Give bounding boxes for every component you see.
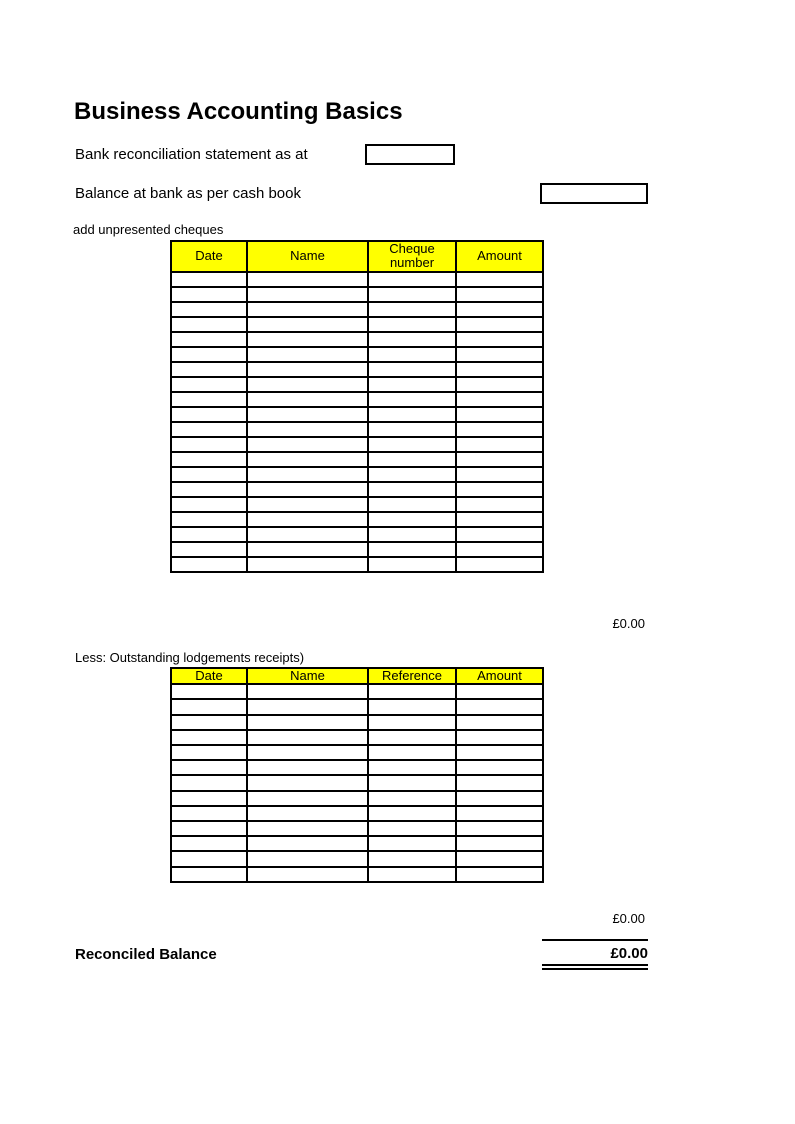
table-cell[interactable] <box>171 437 247 452</box>
table-cell[interactable] <box>368 422 456 437</box>
table-row <box>171 302 543 317</box>
column-header-name: Name <box>247 668 368 684</box>
table-row <box>171 527 543 542</box>
statement-date-label: Bank reconciliation statement as at <box>75 146 308 163</box>
table-cell[interactable] <box>456 760 543 775</box>
table-cell[interactable] <box>456 302 543 317</box>
table-cell[interactable] <box>368 392 456 407</box>
table-cell[interactable] <box>171 452 247 467</box>
table-cell[interactable] <box>368 699 456 714</box>
table-cell[interactable] <box>247 287 368 302</box>
table-cell[interactable] <box>247 557 368 572</box>
table-cell[interactable] <box>456 347 543 362</box>
total-rule <box>542 939 648 941</box>
table-cell[interactable] <box>456 287 543 302</box>
cash-book-balance-field[interactable] <box>540 183 648 204</box>
outstanding-lodgements-section-label: Less: Outstanding lodgements receipts) <box>75 650 305 665</box>
table-cell[interactable] <box>247 715 368 730</box>
table-cell[interactable] <box>368 745 456 760</box>
table-row <box>171 775 543 790</box>
table-cell[interactable] <box>456 497 543 512</box>
table-cell[interactable] <box>247 699 368 714</box>
table-cell[interactable] <box>368 332 456 347</box>
table-cell[interactable] <box>368 302 456 317</box>
table-cell[interactable] <box>456 806 543 821</box>
table-cell[interactable] <box>171 287 247 302</box>
table-cell[interactable] <box>368 407 456 422</box>
table-cell[interactable] <box>171 392 247 407</box>
table-row <box>171 482 543 497</box>
unpresented-cheques-section-label: add unpresented cheques <box>73 222 224 237</box>
table-cell[interactable] <box>247 467 368 482</box>
table-cell[interactable] <box>247 684 368 699</box>
table-cell[interactable] <box>456 557 543 572</box>
table-cell[interactable] <box>368 542 456 557</box>
table-cell[interactable] <box>456 715 543 730</box>
table-cell[interactable] <box>171 791 247 806</box>
table-cell[interactable] <box>171 422 247 437</box>
reconciled-balance-value: £0.00 <box>610 945 648 962</box>
table-cell[interactable] <box>368 851 456 866</box>
table-cell[interactable] <box>368 791 456 806</box>
table-cell[interactable] <box>368 760 456 775</box>
table-row <box>171 557 543 572</box>
table-row <box>171 867 543 882</box>
table-cell[interactable] <box>368 806 456 821</box>
table-row <box>171 760 543 775</box>
table-cell[interactable] <box>171 775 247 790</box>
table-cell[interactable] <box>456 791 543 806</box>
table-cell[interactable] <box>171 806 247 821</box>
column-header-date: Date <box>171 241 247 272</box>
table-cell[interactable] <box>368 512 456 527</box>
double-underline-bottom <box>542 968 648 970</box>
table-cell[interactable] <box>247 317 368 332</box>
table-row <box>171 791 543 806</box>
table-row <box>171 512 543 527</box>
table-row <box>171 497 543 512</box>
table-cell[interactable] <box>171 302 247 317</box>
table-cell[interactable] <box>247 867 368 882</box>
table-cell[interactable] <box>171 684 247 699</box>
table-cell[interactable] <box>171 482 247 497</box>
table-cell[interactable] <box>247 452 368 467</box>
unpresented-cheques-table <box>170 240 544 573</box>
table-cell[interactable] <box>171 851 247 866</box>
table-cell[interactable] <box>456 512 543 527</box>
table-cell[interactable] <box>368 377 456 392</box>
table-cell[interactable] <box>368 730 456 745</box>
table-row <box>171 287 543 302</box>
reconciled-balance-label: Reconciled Balance <box>75 946 217 963</box>
column-header-amount: Amount <box>456 668 543 684</box>
table-row <box>171 437 543 452</box>
table-row <box>171 851 543 866</box>
table-row <box>171 715 543 730</box>
table-row <box>171 467 543 482</box>
table-cell[interactable] <box>171 377 247 392</box>
table-cell[interactable] <box>247 527 368 542</box>
table-cell[interactable] <box>247 512 368 527</box>
table-header-row <box>171 668 543 684</box>
table-cell[interactable] <box>171 497 247 512</box>
table-cell[interactable] <box>247 542 368 557</box>
table-cell[interactable] <box>247 362 368 377</box>
table-cell[interactable] <box>247 730 368 745</box>
table-cell[interactable] <box>171 467 247 482</box>
table-cell[interactable] <box>456 467 543 482</box>
table-cell[interactable] <box>171 542 247 557</box>
table-row <box>171 730 543 745</box>
double-underline-top <box>542 964 648 966</box>
table-cell[interactable] <box>368 317 456 332</box>
table-cell[interactable] <box>456 362 543 377</box>
table-cell[interactable] <box>456 851 543 866</box>
table-row <box>171 699 543 714</box>
table-cell[interactable] <box>171 272 247 287</box>
table-cell[interactable] <box>171 821 247 836</box>
column-header-name: Name <box>247 241 368 272</box>
table-cell[interactable] <box>247 347 368 362</box>
table-cell[interactable] <box>171 730 247 745</box>
table-cell[interactable] <box>456 527 543 542</box>
table-cell[interactable] <box>456 392 543 407</box>
table-row <box>171 542 543 557</box>
table-cell[interactable] <box>171 836 247 851</box>
table-cell[interactable] <box>368 452 456 467</box>
table-cell[interactable] <box>456 332 543 347</box>
table-cell[interactable] <box>171 317 247 332</box>
table-cell[interactable] <box>456 836 543 851</box>
table-cell[interactable] <box>368 272 456 287</box>
table-cell[interactable] <box>368 836 456 851</box>
table-cell[interactable] <box>247 392 368 407</box>
table-cell[interactable] <box>456 422 543 437</box>
table-row <box>171 821 543 836</box>
column-header-reference: Reference <box>368 668 456 684</box>
table-row <box>171 272 543 287</box>
table-row <box>171 392 543 407</box>
table-cell[interactable] <box>247 791 368 806</box>
outstanding-lodgements-table <box>170 667 544 883</box>
table-row <box>171 407 543 422</box>
table-cell[interactable] <box>368 684 456 699</box>
table-row <box>171 806 543 821</box>
table-cell[interactable] <box>368 437 456 452</box>
column-header-amount: Amount <box>456 241 543 272</box>
table-cell[interactable] <box>368 867 456 882</box>
table-cell[interactable] <box>456 437 543 452</box>
table-cell[interactable] <box>247 332 368 347</box>
table-cell[interactable] <box>171 557 247 572</box>
table-cell[interactable] <box>456 745 543 760</box>
table-cell[interactable] <box>368 557 456 572</box>
table-header-row <box>171 241 543 272</box>
table-cell[interactable] <box>247 745 368 760</box>
table-cell[interactable] <box>171 760 247 775</box>
table-cell[interactable] <box>247 760 368 775</box>
table-cell[interactable] <box>456 317 543 332</box>
table-cell[interactable] <box>171 512 247 527</box>
table-cell[interactable] <box>171 715 247 730</box>
table-row <box>171 452 543 467</box>
table-cell[interactable] <box>456 482 543 497</box>
table-cell[interactable] <box>368 482 456 497</box>
table-cell[interactable] <box>247 302 368 317</box>
table-row <box>171 362 543 377</box>
table-row <box>171 377 543 392</box>
table-cell[interactable] <box>247 407 368 422</box>
table-cell[interactable] <box>456 272 543 287</box>
table-cell[interactable] <box>456 377 543 392</box>
table-row <box>171 422 543 437</box>
table-cell[interactable] <box>247 806 368 821</box>
table-row <box>171 332 543 347</box>
table-cell[interactable] <box>456 699 543 714</box>
table-cell[interactable] <box>247 272 368 287</box>
outstanding-lodgements-total: £0.00 <box>612 911 645 926</box>
table-cell[interactable] <box>456 867 543 882</box>
table-cell[interactable] <box>171 745 247 760</box>
table-cell[interactable] <box>368 497 456 512</box>
table-cell[interactable] <box>171 347 247 362</box>
table-row <box>171 684 543 699</box>
table-cell[interactable] <box>171 332 247 347</box>
table-cell[interactable] <box>368 775 456 790</box>
table-cell[interactable] <box>368 287 456 302</box>
table-row <box>171 317 543 332</box>
table-cell[interactable] <box>247 437 368 452</box>
table-row <box>171 745 543 760</box>
table-cell[interactable] <box>171 362 247 377</box>
table-cell[interactable] <box>247 422 368 437</box>
table-cell[interactable] <box>247 377 368 392</box>
table-cell[interactable] <box>368 821 456 836</box>
table-cell[interactable] <box>456 775 543 790</box>
table-cell[interactable] <box>247 482 368 497</box>
table-cell[interactable] <box>171 407 247 422</box>
table-cell[interactable] <box>368 467 456 482</box>
table-cell[interactable] <box>247 851 368 866</box>
table-cell[interactable] <box>247 836 368 851</box>
column-header-cheque-number: Cheque number <box>368 241 456 272</box>
table-cell[interactable] <box>171 699 247 714</box>
table-row <box>171 836 543 851</box>
table-cell[interactable] <box>368 715 456 730</box>
statement-date-field[interactable] <box>365 144 455 165</box>
table-cell[interactable] <box>368 527 456 542</box>
table-cell[interactable] <box>247 775 368 790</box>
cash-book-balance-label: Balance at bank as per cash book <box>75 185 301 202</box>
column-header-date: Date <box>171 668 247 684</box>
table-cell[interactable] <box>456 407 543 422</box>
unpresented-cheques-total: £0.00 <box>612 616 645 631</box>
page-title: Business Accounting Basics <box>74 98 403 125</box>
table-cell[interactable] <box>247 497 368 512</box>
table-cell[interactable] <box>368 362 456 377</box>
table-cell[interactable] <box>171 867 247 882</box>
table-cell[interactable] <box>456 452 543 467</box>
table-cell[interactable] <box>456 821 543 836</box>
table-cell[interactable] <box>368 347 456 362</box>
table-cell[interactable] <box>456 542 543 557</box>
table-cell[interactable] <box>171 527 247 542</box>
table-cell[interactable] <box>247 821 368 836</box>
table-row <box>171 347 543 362</box>
table-cell[interactable] <box>456 684 543 699</box>
table-cell[interactable] <box>456 730 543 745</box>
